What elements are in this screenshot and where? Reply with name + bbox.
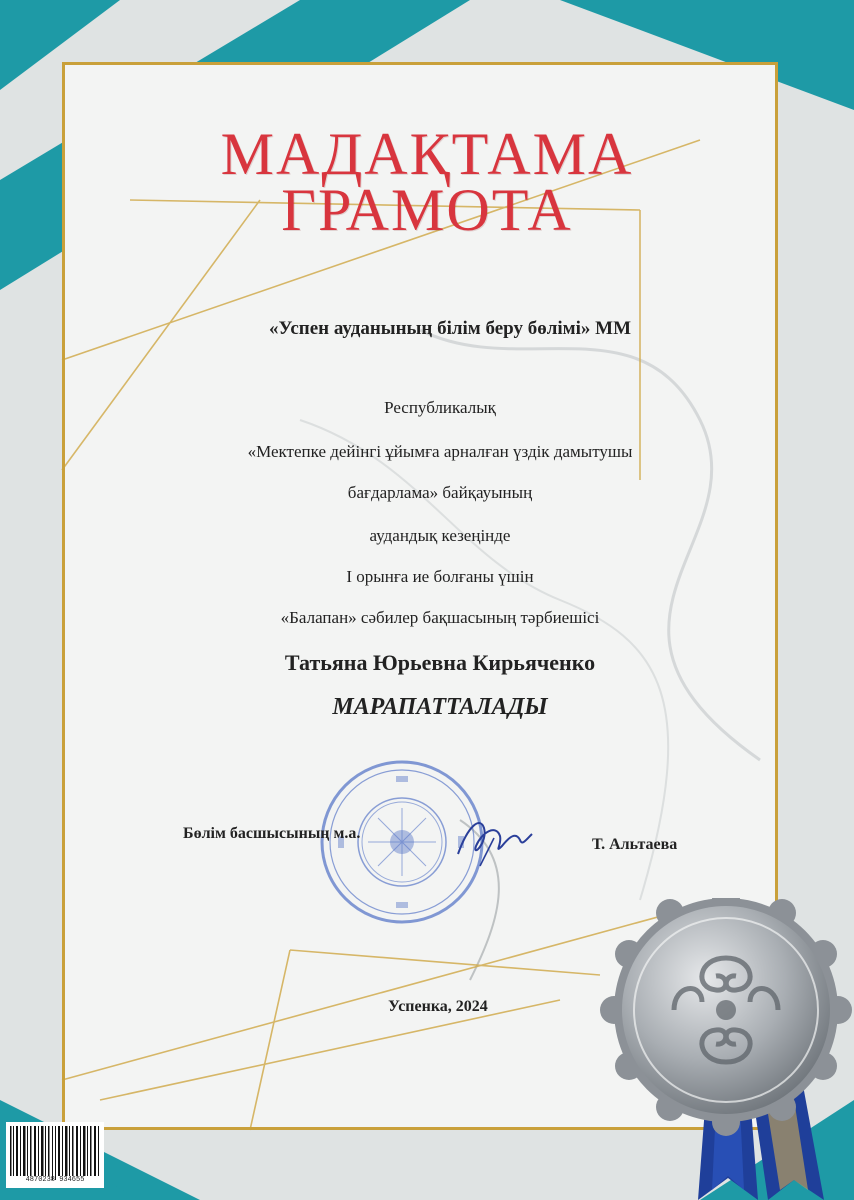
place-and-date: Успенка, 2024 (388, 998, 488, 1015)
body-line: «Мектепке дейінгі ұйымға арналған үздік дамытушы (247, 442, 633, 461)
body-line: І орынға ие болғаны үшін (346, 567, 534, 586)
organization-name: «Успен ауданының білім беру бөлімі» ММ (268, 318, 632, 339)
body-line: Республикалық (384, 398, 496, 417)
signatory-role: Бөлім басшысының м.а. (183, 825, 361, 842)
body-line: «Балапан» сәбилер бақшасының тәрбиешісі (280, 608, 600, 627)
body-line: бағдарлама» байқауының (347, 483, 533, 502)
signature-icon (450, 806, 540, 876)
barcode-number: 4870238 934655 (25, 1176, 85, 1184)
silver-medal-icon (598, 898, 854, 1200)
title-kazakh: МАДАҚТАМА (220, 121, 634, 187)
body-line: аудандық кезеңінде (369, 526, 511, 545)
award-statement: МАРАПАТТАЛАДЫ (332, 694, 548, 720)
recipient-name: Татьяна Юрьевна Кирьяченко (284, 650, 596, 675)
signatory-name: Т. Альтаева (592, 836, 678, 853)
title-russian: ГРАМОТА (281, 177, 573, 243)
